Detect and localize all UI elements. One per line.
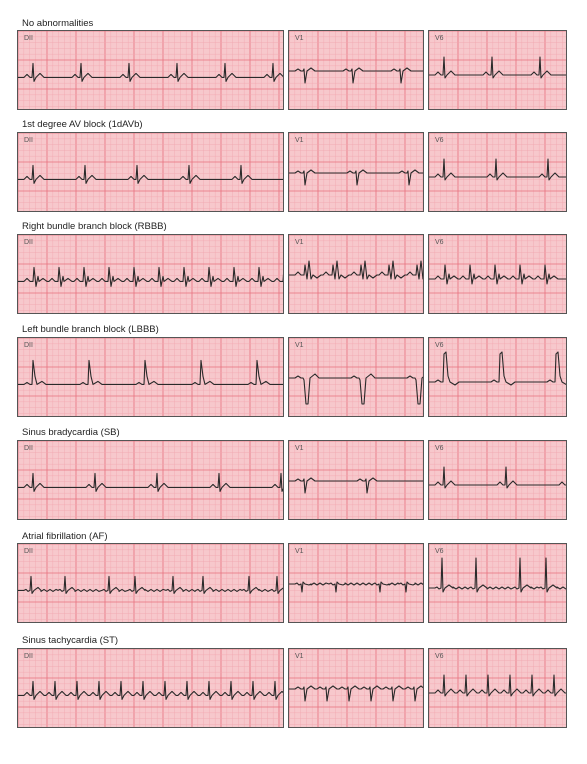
lead-label: DII	[24, 239, 33, 246]
lead-label: V6	[435, 653, 444, 660]
lead-label: DII	[24, 342, 33, 349]
ecg-panel-v1	[288, 132, 424, 212]
ecg-panel-dii	[17, 132, 284, 212]
ecg-strip	[289, 441, 424, 520]
ecg-trace-v1	[289, 170, 424, 185]
row-title: Right bundle branch block (RBBB)	[22, 221, 167, 232]
row-title: 1st degree AV block (1dAVb)	[22, 119, 143, 130]
row-title: Left bundle branch block (LBBB)	[22, 324, 159, 335]
lead-label: V1	[295, 137, 304, 144]
ecg-panel-v6	[428, 648, 567, 728]
ecg-panel-v1	[288, 337, 424, 417]
ecg-trace-v1	[289, 478, 424, 493]
lead-label: V1	[295, 445, 304, 452]
ecg-panel-dii	[17, 648, 284, 728]
lead-label: DII	[24, 137, 33, 144]
lead-label: V6	[435, 342, 444, 349]
ecg-panel-v6	[428, 337, 567, 417]
ecg-panel-v1	[288, 234, 424, 314]
row-title: Sinus tachycardia (ST)	[22, 635, 119, 646]
ecg-panel-v6	[428, 440, 567, 520]
ecg-strip	[18, 338, 284, 417]
ecg-trace-v6	[429, 352, 567, 385]
ecg-trace-v6	[429, 558, 567, 592]
ecg-strip	[429, 649, 567, 728]
ecg-panel-v1	[288, 543, 424, 623]
ecg-panel-dii	[17, 337, 284, 417]
lead-label: DII	[24, 653, 33, 660]
lead-label: DII	[24, 35, 33, 42]
ecg-strip	[289, 133, 424, 212]
ecg-trace-v6	[429, 265, 567, 284]
lead-label: V6	[435, 137, 444, 144]
ecg-panel-dii	[17, 543, 284, 623]
ecg-panel-v6	[428, 543, 567, 623]
row-title: No abnormalities	[22, 18, 94, 29]
ecg-strip	[18, 544, 284, 623]
row-title: Sinus bradycardia (SB)	[22, 427, 120, 438]
ecg-strip	[429, 235, 567, 314]
ecg-strip	[18, 31, 284, 110]
ecg-strip	[18, 235, 284, 314]
ecg-panel-v6	[428, 132, 567, 212]
ecg-strip	[429, 441, 567, 520]
lead-label: V1	[295, 342, 304, 349]
lead-label: V1	[295, 653, 304, 660]
lead-label: V6	[435, 548, 444, 555]
ecg-trace-v1	[289, 686, 424, 701]
ecg-trace-v1	[289, 68, 424, 83]
ecg-strip	[289, 544, 424, 623]
ecg-strip	[429, 544, 567, 623]
ecg-panel-v6	[428, 30, 567, 110]
row-title: Atrial fibrillation (AF)	[22, 531, 108, 542]
ecg-panel-v6	[428, 234, 567, 314]
lead-label: V6	[435, 35, 444, 42]
ecg-panel-dii	[17, 234, 284, 314]
ecg-strip	[429, 133, 567, 212]
lead-label: DII	[24, 548, 33, 555]
ecg-strip	[18, 133, 284, 212]
ecg-panel-v1	[288, 30, 424, 110]
ecg-strip	[429, 31, 567, 110]
ecg-panel-v1	[288, 648, 424, 728]
ecg-panel-dii	[17, 30, 284, 110]
lead-label: DII	[24, 445, 33, 452]
ecg-panel-dii	[17, 440, 284, 520]
lead-label: V1	[295, 548, 304, 555]
ecg-strip	[289, 31, 424, 110]
lead-label: V6	[435, 445, 444, 452]
ecg-strip	[18, 441, 284, 520]
lead-label: V1	[295, 239, 304, 246]
lead-label: V6	[435, 239, 444, 246]
ecg-strip	[289, 649, 424, 728]
ecg-panel-v1	[288, 440, 424, 520]
lead-label: V1	[295, 35, 304, 42]
ecg-strip	[18, 649, 284, 728]
ecg-strip	[289, 338, 424, 417]
ecg-strip	[289, 235, 424, 314]
ecg-strip	[429, 338, 567, 417]
